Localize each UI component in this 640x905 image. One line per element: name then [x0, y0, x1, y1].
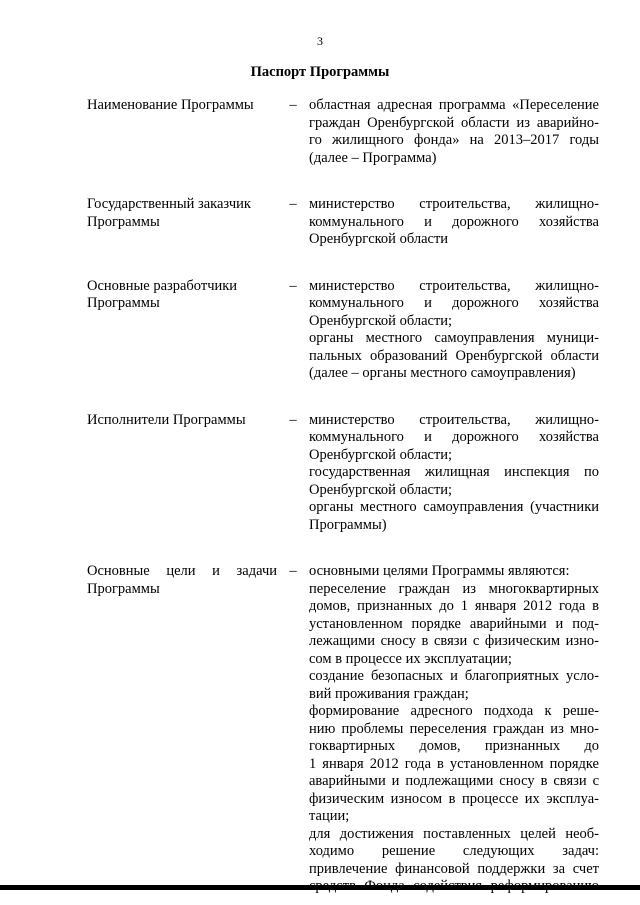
value-line: областная адресная программа «Переселение — [309, 97, 599, 113]
value-line: (далее – Программа) — [309, 149, 437, 166]
row-value — [309, 196, 599, 249]
value-line: Оренбургской области; — [309, 446, 453, 463]
value-line: гоквартирных домов, признанных до — [309, 738, 599, 754]
row-label — [87, 97, 277, 115]
value-line: вий проживания граждан; — [309, 685, 469, 702]
value-line: коммунального и дорожного хозяйства — [309, 295, 599, 311]
value-line: домов, признанных до 1 января 2012 года в — [309, 598, 599, 614]
passport-row-state-customer — [87, 196, 599, 249]
label-line: Программы — [87, 580, 160, 597]
value-line: пальных образований Оренбургской области — [309, 347, 599, 364]
dash-separator: – — [289, 411, 297, 428]
value-line: лежащими сносу в связи с физическим изно- — [309, 633, 599, 649]
passport-row-executors — [87, 412, 599, 535]
value-line: Оренбургской области — [309, 231, 449, 247]
value-line: создание безопасных и благоприятных усло- — [309, 668, 599, 684]
value-line: Оренбургской области; — [309, 312, 453, 329]
row-value — [309, 278, 599, 383]
label-line: Государственный заказчик — [87, 196, 251, 212]
label-line: Наименование Программы — [87, 97, 254, 113]
value-line: формирование адресного подхода к реше- — [309, 703, 599, 719]
program-passport-table — [87, 97, 599, 896]
document-title: Паспорт Программы — [250, 64, 390, 80]
value-line: переселение граждан из многоквартирных — [309, 580, 599, 597]
row-value — [309, 97, 599, 167]
value-line: го жилищного фонда» на 2013–2017 годы — [309, 132, 599, 148]
row-label — [87, 196, 277, 231]
dash-separator: – — [289, 277, 297, 294]
value-line: органы местного самоуправления муници- — [309, 330, 599, 346]
value-line: органы местного самоуправления (участники — [309, 499, 599, 515]
page-number: 3 — [317, 34, 323, 48]
value-line: (далее – органы местного самоуправления) — [309, 365, 576, 381]
value-line: коммунального и дорожного хозяйства — [309, 213, 599, 230]
value-line: сом в процессе их эксплуатации; — [309, 650, 512, 667]
label-line: Программы — [87, 213, 160, 230]
value-line: физическим износом в процессе их эксплуа- — [309, 790, 599, 807]
value-line: основными целями Программы являются: — [309, 563, 570, 579]
value-line: министерство строительства, жилищно- — [309, 411, 599, 428]
label-line: Программы — [87, 295, 160, 311]
row-value — [309, 412, 599, 535]
value-line: Программы) — [309, 516, 387, 533]
dash-separator: – — [289, 97, 297, 113]
value-line: тации; — [309, 808, 350, 824]
value-line: установленном порядке аварийными и под- — [309, 615, 599, 632]
row-label — [87, 412, 277, 430]
value-line: для достижения поставленных целей необ- — [309, 825, 599, 842]
dash-separator: – — [289, 563, 297, 579]
passport-row-goals-and-tasks — [87, 563, 599, 896]
value-line: Оренбургской области; — [309, 481, 453, 498]
value-line: министерство строительства, жилищно- — [309, 277, 599, 294]
label-line: Основные разработчики — [87, 277, 238, 294]
value-line: аварийными и подлежащими сносу в связи с — [309, 773, 599, 789]
value-line: 1 января 2012 года в установленном порядке — [309, 755, 599, 772]
passport-row-program-name — [87, 97, 599, 167]
label-line: Основные цели и задачи — [87, 563, 277, 579]
row-label — [87, 563, 277, 598]
row-label — [87, 278, 277, 313]
passport-row-main-developers — [87, 278, 599, 383]
value-line: ходимо решение следующих задач: — [309, 843, 599, 859]
value-line: привлечение финансовой поддержки за счет — [309, 860, 599, 877]
value-line: нию проблемы переселения граждан из мно- — [309, 720, 599, 737]
value-line: государственная жилищная инспекция по — [309, 464, 599, 480]
value-line: коммунального и дорожного хозяйства — [309, 429, 599, 445]
value-line: граждан Оренбургской области из аварийно- — [309, 114, 599, 131]
dash-separator: – — [289, 196, 297, 212]
label-line: Исполнители Программы — [87, 411, 246, 428]
bottom-divider — [0, 885, 640, 890]
row-value — [309, 563, 599, 896]
value-line: министерство строительства, жилищно- — [309, 196, 599, 212]
